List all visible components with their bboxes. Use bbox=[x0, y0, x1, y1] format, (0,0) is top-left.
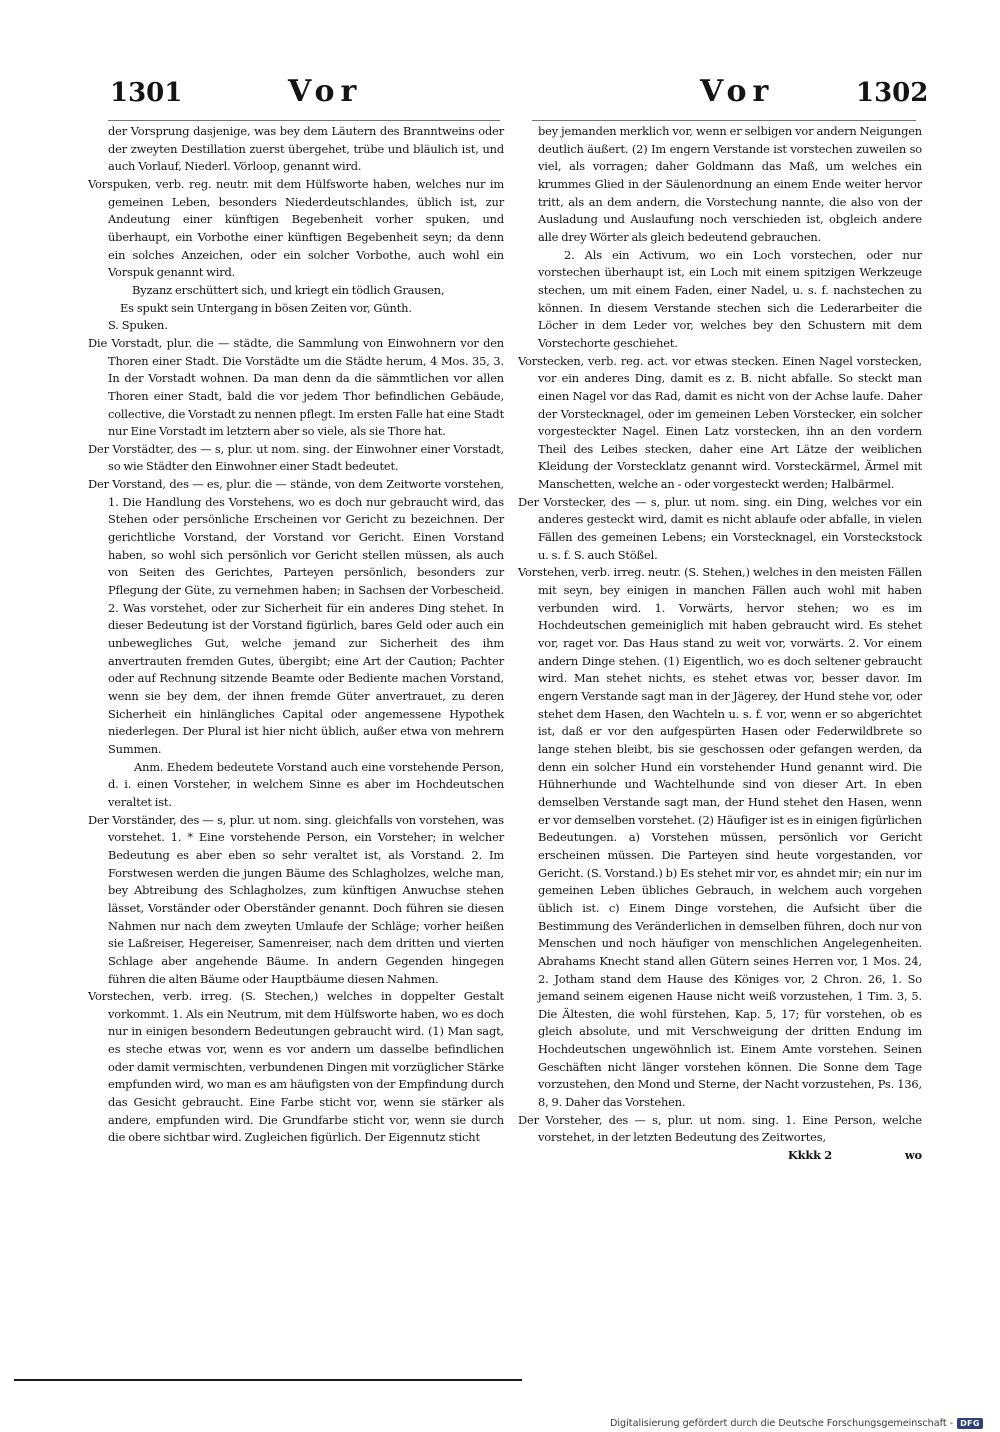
cross-reference: S. Spuken. bbox=[108, 318, 168, 333]
entry-vorsteher: Der Vorsteher, des — s, plur. ut nom. sing. 1. Eine Person, welche vorstehet, in der letzten Bedeutung des Zeitwortes, bbox=[518, 1112, 922, 1145]
paragraph-continuation: der Vorsprung dasjenige, was bey dem Läutern des Branntweins oder der zweyten Destillation zuerst übergehet, trübe und bläulich ist, und auch Vorlauf, Niederl. Vörloop, genannt wird. bbox=[108, 124, 504, 174]
entry-vorstechen: Vorstechen, verb. irreg. (S. Stechen,) welches in doppelter Gestalt vorkommt. 1. Als ein Neutrum, mit dem Hülfsworte haben, wo es doch nur in einigen besondern Bedeutungen gebraucht wird. (1) Man sagt, es steche etwas vor, wenn es vor andern um dasselbe befindlichen oder damit vermischten, verbundenen Dingen mit vorzüglicher Stärke empfunden wird, wo man es am häufigsten von der Empfindung durch das Gesicht gebraucht. Eine Farbe sticht vor, wenn sie stärker als andere, empfunden wird. Die Grundfarbe sticht vor, wenn sie durch die obere sichtbar wird. Zugleichen figürlich. Der Eigennutz sticht bbox=[88, 989, 504, 1145]
entry-vorstaender: Der Vorständer, des — s, plur. ut nom. sing. gleichfalls von vorstehen, was vorstehet. 1. * Eine vorstehende Person, ein Vorsteher; in welcher Bedeutung es aber eben so sehr veraltet ist, als Vorstand. 2. Im Forstwesen werden die jungen Bäume des Schlagholzes, welche man, bey Abtreibung des Schlagholzes, zum künftigen Anwuchse stehen lässet, Vorständer oder Oberständer genannt. Doch führen sie diesen Nahmen nur nach dem zweyten Umlaufe der Schläge; vorher heißen sie Laßreiser, Hegereiser, Samenreiser, nach dem dritten und vierten Schlage aber angehende Bäume. In andern Gegenden hingegen führen die alten Bäume oder Hauptbäume diesen Nahmen. bbox=[88, 812, 504, 986]
catchword: wo bbox=[904, 1148, 922, 1163]
entry-vorstehen: Vorstehen, verb. irreg. neutr. (S. Stehen,) welches in den meisten Fällen mit seyn, bey einigen in manchen Fällen auch wohl mit haben verbunden wird. 1. Vorwärts, hervor stehen; wo es im Hochdeutschen gemeiniglich mit haben gebraucht wird. Es stehet vor, raget vor. Das Haus stand zu weit vor, vorwärts. 2. Vor einem andern Dinge stehen. (1) Eigentlich, wo es doch seltener gebraucht wird. Man stehet nichts, es stehet etwas vor, besser davor. Im engern Verstande sagt man in der Jägerey, der Hund stehe vor, oder stehet dem Hasen, den Wachteln u. s. f. vor, wenn er so abgerichtet ist, daß er vor den aufgespürten Hasen oder Federwildbrete so lange stehen bleibt, bis sie geschossen oder gefangen werden, da denn ein solcher Hund ein vorstehender Hund genannt wird. Die Hühnerhunde und Wachtelhunde sind von dieser Art. In eben demselben Verstande sagt man, der Hund stehet den Hasen, wenn er vor demselben vorstehet. (2) Häufiger ist es in einigen figürlichen Bedeutungen. a) Vorstehen müssen, persönlich vor Gericht erscheinen müssen. Die Parteyen sind heute vorgestanden, vor Gericht. (S. Vorstand.) b) Es stehet mir vor, es ahndet mir; ein nur im gemeinen Leben übliches Gebrauch, in welchem auch vorgehen üblich ist. c) Einem Dinge vorstehen, die Aufsicht über die Bestimmung des Veränderlichen in demselben führen, doch nur von Menschen und noch häufiger von menschlichen Angelegenheiten. Abrahams Knecht stand allen Gütern seines Herren vor, 1 Mos. 24, 2. Jotham stand dem Hause des Königes vor, 2 Chron. 26, 1. So jemand seinem eigenen Hause nicht weiß vorzustehen, 1 Tim. 3, 5. Die Ältesten, die wohl fürstehen, Kap. 5, 17; für vorstehen, ob es gleich absolute, und mit Verschweigung der dritten Endung im Hochdeutschen ungewöhnlich ist. Einem Amte vorstehen. Seinen Geschäften nicht länger vorstehen können. Die Sonne dem Tage vorzustehen, den Mond und Sterne, der Nacht vorzustehen, Ps. 136, 8, 9. Daher das Vorstehen. bbox=[518, 565, 922, 1110]
signature-text: Kkkk 2 bbox=[787, 1148, 832, 1163]
left-column bbox=[86, 123, 504, 1147]
signature-mark bbox=[516, 1147, 922, 1165]
dfg-logo: DFG bbox=[957, 1418, 983, 1429]
entry-vorstadt: Die Vorstadt, plur. die — städte, die Sammlung von Einwohnern vor den Thoren einer Stadt. Die Vorstädte um die Städte herum, 4 Mos. 35, 3. In der Vorstadt wohnen. Da man denn da die sämmtlichen vor allen Thoren einer Stadt, bald die vor jedem Thor befindlichen Gebäude, collective, die Vorstadt zu nennen pflegt. Im ersten Falle hat eine Stadt nur Eine Vorstadt im letztern aber so viele, als sie Thore hat. bbox=[88, 335, 504, 439]
right-column bbox=[516, 123, 922, 1165]
running-head-right: Vor bbox=[700, 74, 775, 109]
digitization-credit bbox=[610, 1416, 983, 1430]
paragraph-continuation: bey jemanden merklich vor, wenn er selbigen vor andern Neigungen deutlich äußert. (2) Im engern Verstande ist vorstechen zuweilen so viel, als vorragen; daher Goldmann das Maß, um welches ein krummes Glied in der Säulenordnung an einem Ende weiter hervor tritt, als an dem andern, die Vorstechung nannte, die also von der Ausladung und Auslaufung noch verschieden ist, obgleich andere alle drey Wörter als gleich bedeutend gebrauchen. bbox=[538, 124, 922, 244]
entry-vorstaedter: Der Vorstädter, des — s, plur. ut nom. sing. der Einwohner einer Vorstadt, so wie Städter den Einwohner einer Stadt bedeutet. bbox=[88, 441, 504, 474]
header-rule-left bbox=[108, 120, 500, 121]
footer-rule bbox=[14, 1379, 522, 1381]
page-header bbox=[0, 74, 1000, 118]
entry-vorstecker: Der Vorstecker, des — s, plur. ut nom. sing. ein Ding, welches vor ein anderes gesteckt wird, damit es nicht ablaufe oder abfalle, in vielen Fällen des gemeinen Lebens; ein Vorstecknagel, ein Vorsteckstock u. s. f. S. auch Stößel. bbox=[518, 494, 922, 562]
entry-vorspuken: Vorspuken, verb. reg. neutr. mit dem Hülfsworte haben, welches nur im gemeinen Leben, besonders Niederdeutschlandes, üblich ist, zur Andeutung einer künftigen Begebenheit vorher spuken, und überhaupt, ein Vorbothe einer künftigen Begebenheit seyn; da denn ein solches Anzeichen, oder ein solcher Vorbothe, auch wohl ein Vorspuk genannt wird. bbox=[88, 176, 504, 280]
running-head-left: Vor bbox=[288, 74, 363, 109]
page-number-right: 1302 bbox=[856, 78, 929, 108]
credit-text: Digitalisierung gefördert durch die Deutsche Forschungsgemeinschaft - bbox=[610, 1417, 954, 1429]
annotation-vorstand: Anm. Ehedem bedeutete Vorstand auch eine vorstehende Person, d. i. einen Vorsteher, in welchem Sinne es aber im Hochdeutschen veraltet ist. bbox=[108, 759, 504, 809]
header-rule-right bbox=[532, 120, 916, 121]
entry-vorstand: Der Vorstand, des — es, plur. die — stände, von dem Zeitworte vorstehen, 1. Die Handlung des Vorstehens, wo es doch nur gebraucht wird, das Stehen oder persönliche Erscheinen vor Gericht zu bezeichnen. Der gerichtliche Vorstand, der Vorstand vor Gericht. Einen Vorstand haben, so wohl sich persönlich vor Gericht stellen müssen, als auch von Seiten des Gerichtes, Parteyen persönlich, besonders zur Pflegung der Güte, zu vernehmen haben; in Sachsen der Vorbescheid. 2. Was vorstehet, oder zur Sicherheit für ein anderes Ding stehet. In dieser Bedeutung ist der Vorstand figürlich, bares Geld oder auch ein unbewegliches Gut, welche jemand zur Sicherheit des ihm anvertrauten fremden Gutes, übergibt; eine Art der Caution; Pachter oder auf Rechnung sitzende Beamte oder Bediente machen Vorstand, wenn sie bey dem, der ihnen fremde Güter anvertrauet, zu deren Sicherheit ein hinlängliches Capital oder angemessene Hypothek niederlegen. Der Plural ist hier nicht üblich, außer etwa von mehrern Summen. bbox=[88, 477, 504, 756]
entry-vorstecken: Vorstecken, verb. reg. act. vor etwas stecken. Einen Nagel vorstecken, vor ein anderes Ding, damit es z. B. nicht abfalle. So steckt man einen Nagel vor das Rad, damit es nicht von der Achse laufe. Daher der Vorstecknagel, oder im gemeinen Leben Vorstecker, ein solcher vorgesteckter Nagel. Einen Latz vorstecken, ihn an den vordern Theil des Leibes stecken, daher eine Art Lätze der weiblichen Kleidung der Vorstecklatz genannt wird. Vorsteckärmel, Ärmel mit Manschetten, welche an - oder vorgesteckt werden; Halbärmel. bbox=[518, 353, 922, 492]
verse-line-1: Byzanz erschüttert sich, und kriegt ein tödlich Grausen, bbox=[132, 282, 445, 297]
page-number-left: 1301 bbox=[110, 78, 183, 108]
subsection-activum: 2. Als ein Activum, wo ein Loch vorstechen, oder nur vorstechen überhaupt ist, ein Loch mit einem spitzigen Werkzeuge stechen, um mit einem Faden, einer Nadel, u. s. f. nachstechen zu können. In diesem Verstande stechen sich die Lederarbeiter die Löcher in dem Leder vor, welches bey den Schustern mit dem Vorstechorte geschiehet. bbox=[538, 247, 922, 350]
verse-line-2: Es spukt sein Untergang in bösen Zeiten vor, Günth. bbox=[120, 300, 412, 315]
